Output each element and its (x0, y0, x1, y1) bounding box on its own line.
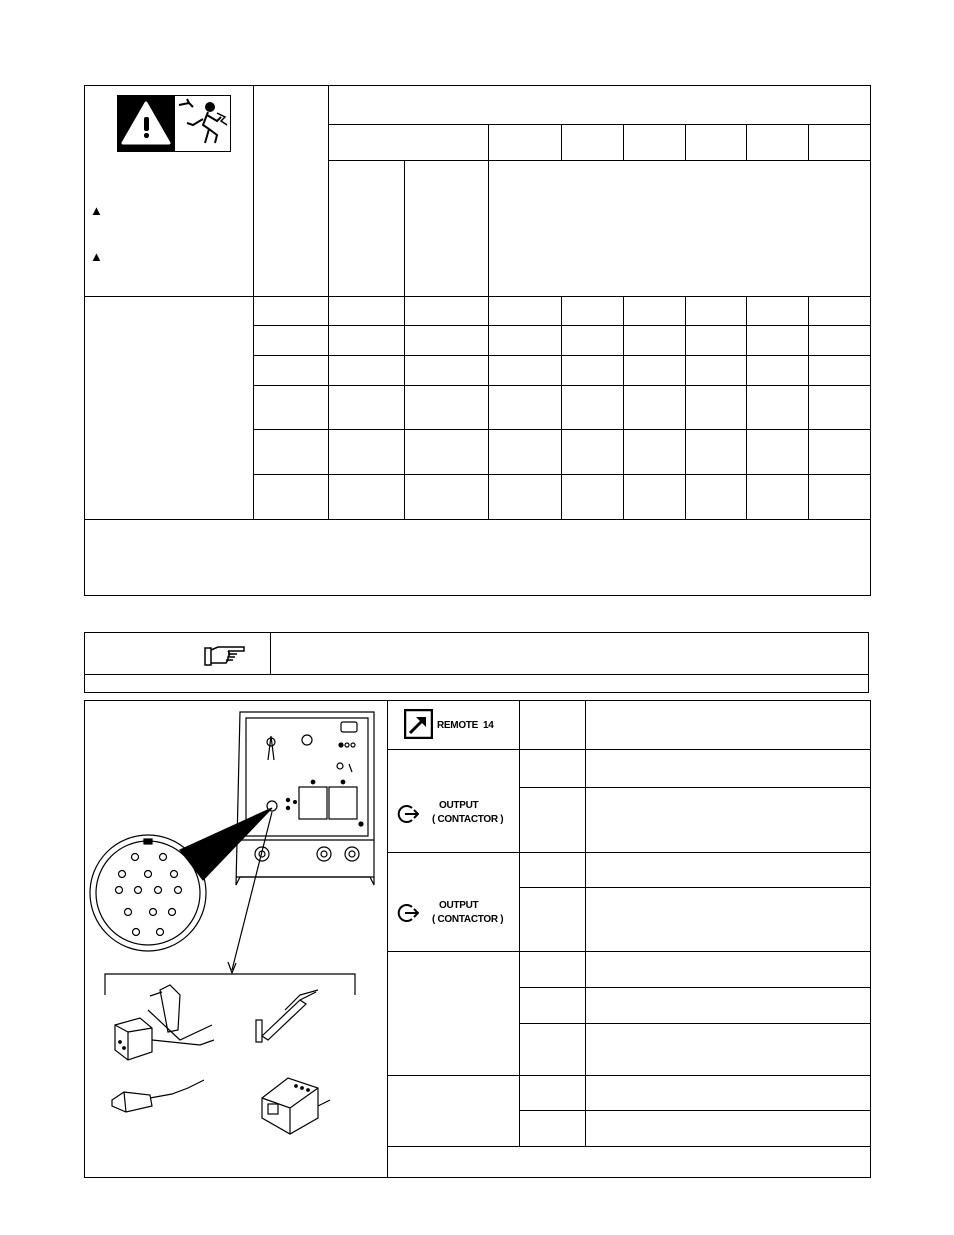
remote-illustration (88, 706, 384, 1146)
remote-pendant-icon (262, 1078, 330, 1134)
output-contactor-icon (397, 903, 419, 923)
foot-pedal-icon (112, 1080, 204, 1112)
welding-machine-front-icon (236, 712, 374, 885)
hand-control-icon (256, 990, 318, 1042)
output-contactor-icon (397, 804, 419, 824)
warning-label (117, 95, 231, 152)
bullet-triangle-icon: ▲ (90, 249, 103, 264)
fourteen-pin-receptacle-icon (90, 835, 206, 951)
pointing-hand-icon (204, 643, 246, 667)
foot-control-icon (115, 985, 214, 1060)
bullet-triangle-icon: ▲ (90, 203, 103, 218)
output-contactor-label: OUTPUT ( CONTACTOR ) (432, 900, 504, 925)
output-contactor-label: OUTPUT ( CONTACTOR ) (432, 800, 504, 825)
remote-label: REMOTE 14 (437, 720, 494, 731)
remote-arrow-icon (404, 709, 433, 739)
